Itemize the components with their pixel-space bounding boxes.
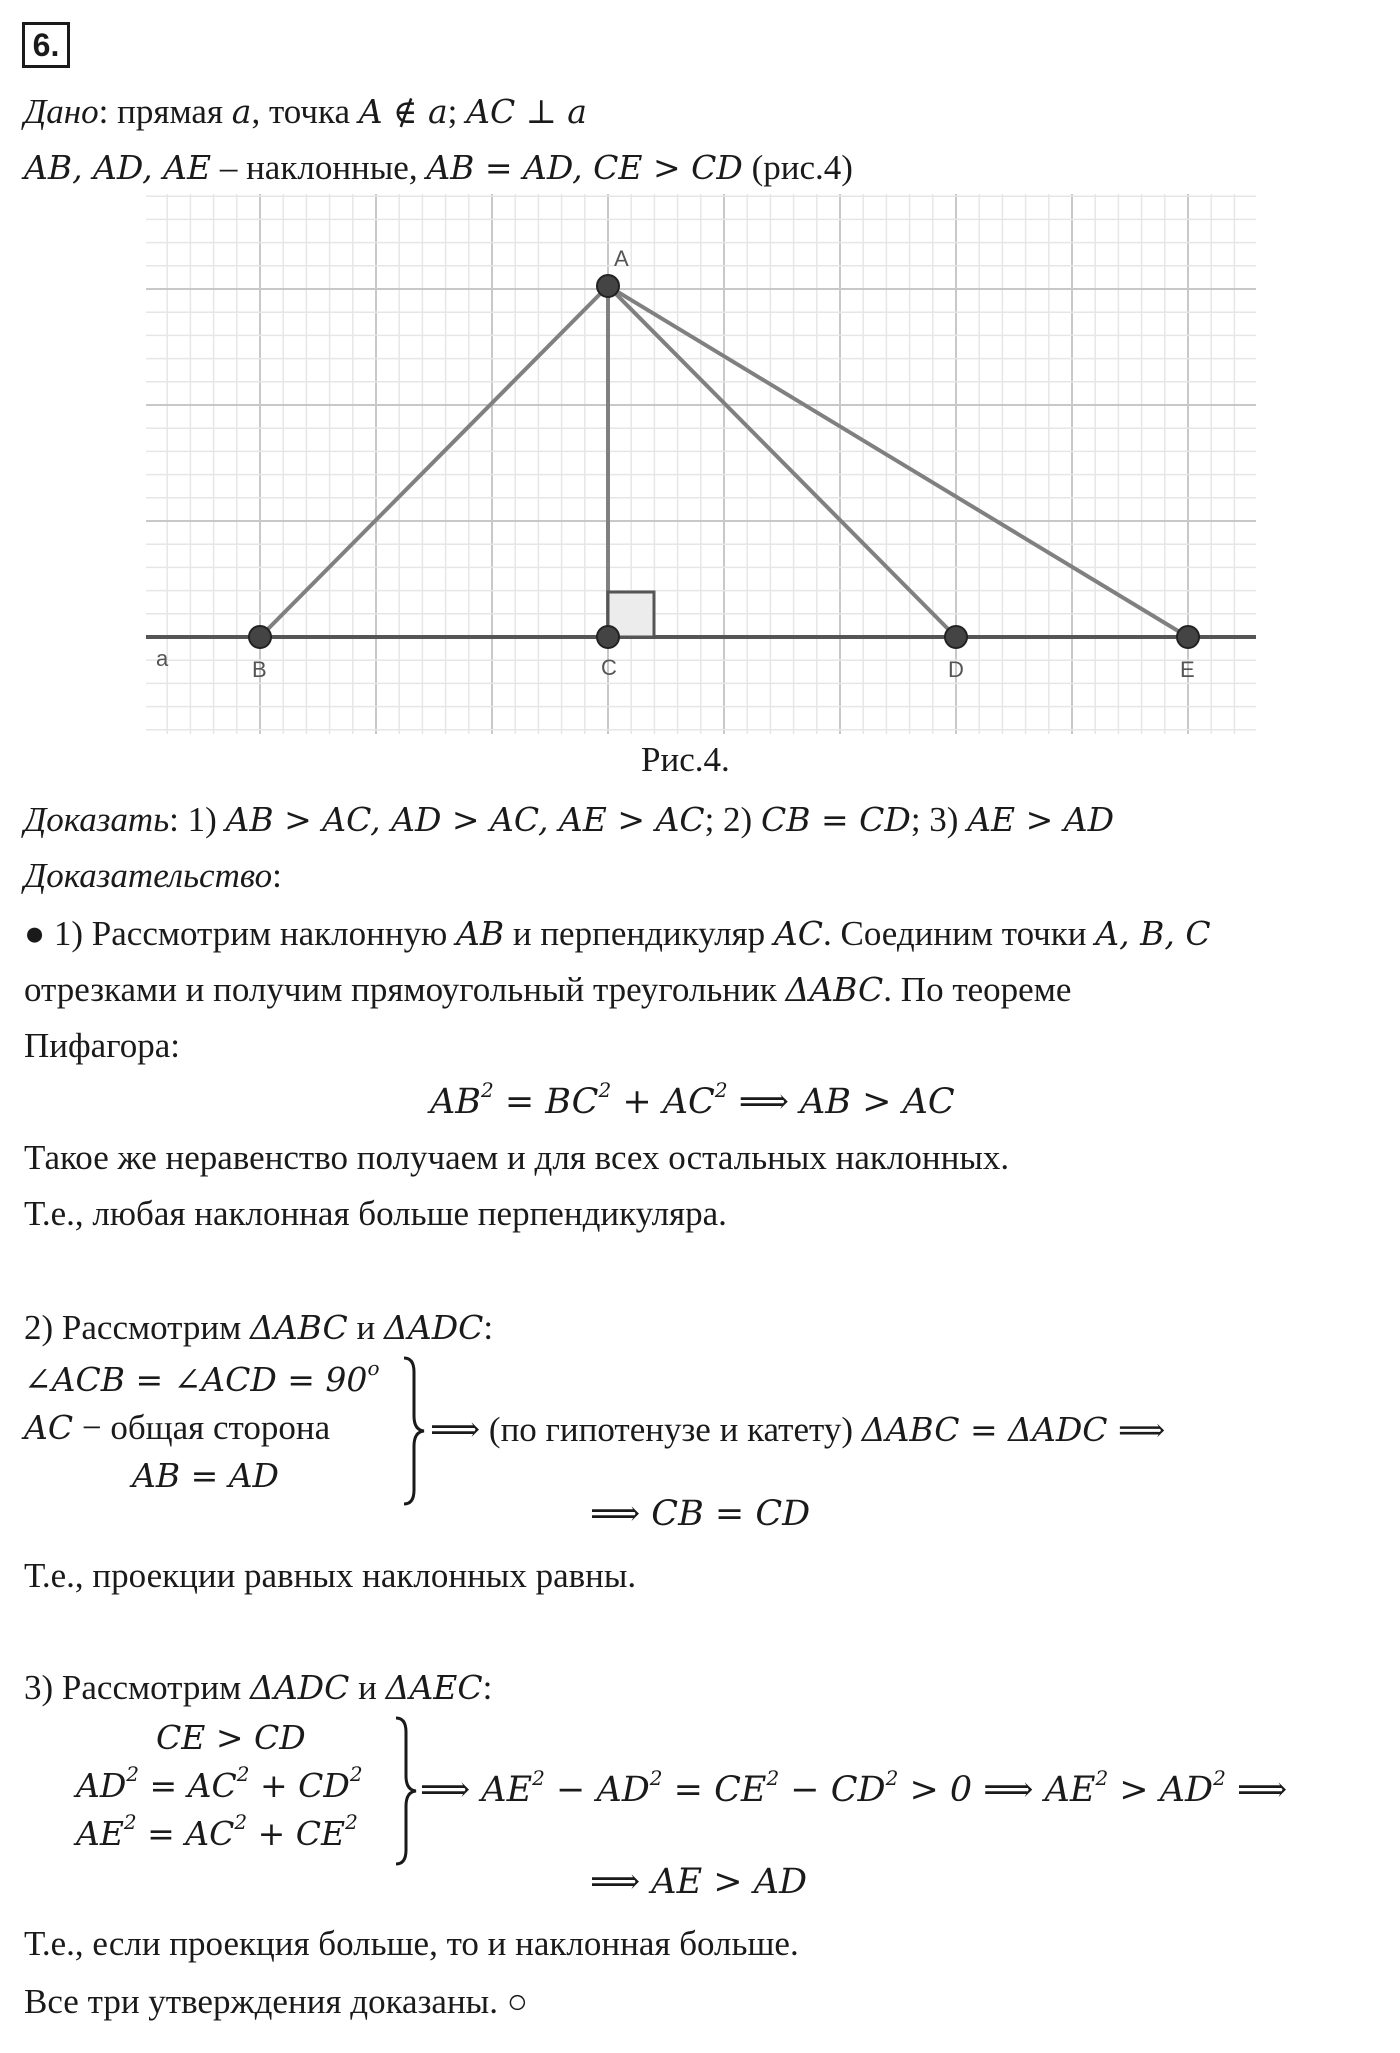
given-text: ; bbox=[447, 92, 467, 131]
figure-reference: (рис.4) bbox=[742, 148, 853, 187]
given-text: , точка bbox=[251, 92, 359, 131]
exponent: 2 bbox=[714, 1078, 728, 1102]
point-not-on-line: A ∉ a bbox=[358, 92, 448, 131]
prove-statement-3: AE > AD bbox=[967, 800, 1115, 839]
given-line-1 bbox=[24, 88, 587, 136]
part3-text: : bbox=[482, 1668, 493, 1707]
part2-conclusion: Т.е., проекции равных наклонных равны. bbox=[24, 1556, 637, 1595]
system-row-3: AB = AD bbox=[132, 1456, 280, 1495]
system-row-1: CE > CD bbox=[156, 1718, 306, 1757]
part1-text: . Соединим точки bbox=[823, 914, 1096, 953]
part1-line1 bbox=[24, 910, 1211, 958]
exponent: 2 bbox=[349, 1762, 363, 1786]
label-E: E bbox=[1180, 657, 1195, 682]
given-label: Дано bbox=[24, 92, 99, 131]
part3-conclusion: Т.е., если проекция больше, то и наклонная больше. bbox=[24, 1924, 799, 1963]
geometry-figure bbox=[146, 194, 1256, 734]
formula-part: ⟹ bbox=[1225, 1770, 1288, 1810]
angles-equal: ∠ACB = ∠ACD = 90 bbox=[24, 1360, 368, 1399]
part1-line3: Пифагора: bbox=[24, 1026, 180, 1065]
perpendicular-statement: AC ⊥ a bbox=[466, 92, 587, 131]
label-D: D bbox=[948, 657, 964, 682]
part1-line4: Такое же неравенство получаем и для всех остальных наклонных. bbox=[24, 1138, 1010, 1177]
common-side-text: − общая сторона bbox=[73, 1408, 331, 1447]
figure-caption: Рис.4. bbox=[641, 740, 730, 779]
formula-part: = AC bbox=[139, 1766, 237, 1805]
math-AB: AB bbox=[456, 914, 505, 953]
grid bbox=[146, 194, 1256, 734]
part1-text: и перпендикуляр bbox=[504, 914, 774, 953]
system-row-2 bbox=[76, 1762, 363, 1810]
formula-part: = CE bbox=[662, 1770, 767, 1810]
right-brace bbox=[392, 1716, 418, 1866]
prove-text: ; 2) bbox=[704, 800, 761, 839]
segment-AD bbox=[608, 286, 956, 637]
part1-text: ● 1) Рассмотрим наклонную bbox=[24, 914, 456, 953]
part2-text: и bbox=[347, 1308, 385, 1347]
final-statement: Все три утверждения доказаны. ○ bbox=[24, 1982, 528, 2021]
prove-line bbox=[24, 796, 1114, 844]
point-B bbox=[249, 626, 271, 648]
formula-part: − CD bbox=[779, 1770, 886, 1810]
formula-part: > AD bbox=[1108, 1770, 1214, 1810]
exponent: 2 bbox=[649, 1766, 663, 1790]
exponent: 2 bbox=[1213, 1766, 1226, 1790]
prove-statement-1: AB > AC, AD > AC, AE > AC bbox=[225, 800, 705, 839]
exponent: 2 bbox=[126, 1762, 140, 1786]
system-row-3 bbox=[76, 1810, 358, 1858]
formula-part: ⟹ AE bbox=[420, 1770, 533, 1810]
math-triangle: ΔADC bbox=[384, 1308, 484, 1347]
proof-heading bbox=[24, 852, 282, 900]
formula-part: + CE bbox=[247, 1814, 346, 1853]
part2-result: ⟹ CB = CD bbox=[590, 1494, 811, 1534]
given-text: – наклонные, bbox=[211, 148, 427, 187]
exponent: 2 bbox=[234, 1810, 248, 1834]
part3-text: 3) Рассмотрим bbox=[24, 1668, 251, 1707]
exponent: 2 bbox=[1095, 1766, 1109, 1790]
given-conditions: AB = AD, CE > CD bbox=[426, 148, 743, 187]
right-brace bbox=[400, 1356, 426, 1506]
degree-sup: o bbox=[367, 1356, 380, 1380]
exponent: 2 bbox=[532, 1766, 545, 1790]
part3-text: и bbox=[349, 1668, 386, 1707]
system-row-1 bbox=[24, 1356, 379, 1404]
pythagoras-formula bbox=[430, 1078, 955, 1126]
math-points: A, B, C bbox=[1095, 914, 1211, 953]
point-D bbox=[945, 626, 967, 648]
exponent: 2 bbox=[766, 1766, 780, 1790]
math-AC: AC bbox=[773, 914, 824, 953]
proof-label: Доказательство bbox=[24, 856, 273, 895]
part3-implication bbox=[420, 1766, 1287, 1814]
part2-heading bbox=[24, 1304, 493, 1352]
exponent: 2 bbox=[236, 1762, 250, 1786]
formula-part: = BC bbox=[493, 1082, 599, 1122]
formula-part: AB bbox=[430, 1082, 481, 1122]
prove-text: ; 3) bbox=[910, 800, 968, 839]
given-line-2 bbox=[24, 144, 853, 192]
part3-heading bbox=[24, 1664, 492, 1712]
slant-segments: AB, AD, AE bbox=[24, 148, 212, 187]
part2-system bbox=[24, 1356, 424, 1506]
math-triangle: ΔABC bbox=[250, 1308, 348, 1347]
point-C bbox=[597, 626, 619, 648]
formula-part: > 0 ⟹ AE bbox=[898, 1770, 1096, 1810]
implication-text: ⟹ (по гипотенузе и катету) bbox=[430, 1410, 862, 1449]
part2-text: 2) Рассмотрим bbox=[24, 1308, 251, 1347]
triangles-equal: ΔABC = ΔADC ⟹ bbox=[861, 1410, 1166, 1449]
math-AC: AC bbox=[24, 1408, 74, 1447]
exponent: 2 bbox=[123, 1810, 137, 1834]
prove-statement-2: CB = CD bbox=[760, 800, 911, 839]
part3-system bbox=[76, 1714, 406, 1864]
part1-text: . По теореме bbox=[883, 970, 1072, 1009]
part1-line2 bbox=[24, 966, 1071, 1014]
problem-number: 6. bbox=[22, 22, 70, 68]
segment-AB bbox=[260, 286, 608, 637]
math-triangle: ΔABC bbox=[785, 970, 884, 1009]
part1-text: отрезками и получим прямоугольный треугольник bbox=[24, 970, 786, 1009]
label-a: a bbox=[156, 646, 169, 671]
formula-part: AD bbox=[76, 1766, 127, 1805]
point-E bbox=[1177, 626, 1199, 648]
segment-AE bbox=[608, 286, 1188, 637]
formula-part: + AC bbox=[611, 1082, 715, 1122]
formula-part: = AC bbox=[136, 1814, 235, 1853]
point-A bbox=[597, 275, 619, 297]
label-A: A bbox=[614, 246, 629, 271]
formula-part: + CD bbox=[249, 1766, 350, 1805]
formula-part: ⟹ AB > AC bbox=[727, 1082, 955, 1122]
part3-result: ⟹ AE > AD bbox=[590, 1862, 808, 1902]
prove-label: Доказать bbox=[24, 800, 170, 839]
part2-text: : bbox=[483, 1308, 494, 1347]
system-row-2 bbox=[24, 1404, 330, 1452]
formula-part: AE bbox=[76, 1814, 124, 1853]
proof-colon: : bbox=[272, 856, 282, 895]
exponent: 2 bbox=[598, 1078, 612, 1102]
part2-implication bbox=[430, 1406, 1165, 1454]
prove-text: : 1) bbox=[169, 800, 226, 839]
part1-line5: Т.е., любая наклонная больше перпендикуляра. bbox=[24, 1194, 727, 1233]
label-B: B bbox=[252, 657, 267, 682]
line-a-symbol: a bbox=[231, 92, 252, 131]
label-C: C bbox=[601, 655, 617, 680]
math-triangle: ΔADC bbox=[250, 1668, 350, 1707]
given-text: : прямая bbox=[98, 92, 232, 131]
math-triangle: ΔAEC bbox=[385, 1668, 483, 1707]
exponent: 2 bbox=[345, 1810, 358, 1834]
formula-part: − AD bbox=[544, 1770, 650, 1810]
exponent: 2 bbox=[885, 1766, 899, 1790]
exponent: 2 bbox=[481, 1078, 494, 1102]
